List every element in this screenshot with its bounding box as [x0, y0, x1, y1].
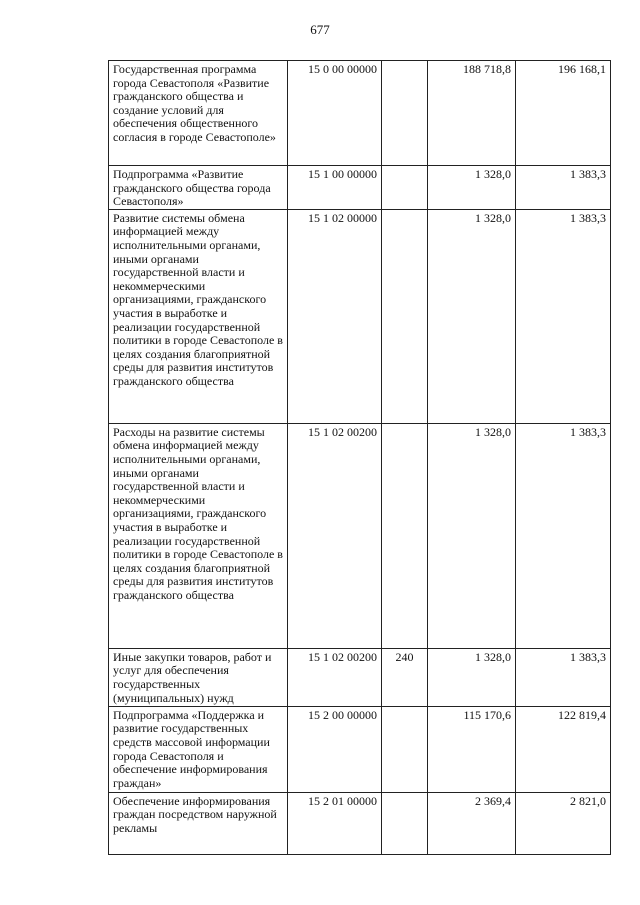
row-year2-amount-cell: 196 168,1	[516, 61, 611, 166]
table-row	[109, 423, 611, 648]
row-year2-amount-cell: 1 383,3	[516, 166, 611, 210]
row-year1-amount-cell: 1 328,0	[428, 648, 516, 706]
row-name-cell: Развитие системы обмена информацией между исполнительными органами, иными органами государственной власти и некоммерческими организациями, гражданского участия в выработке и реализации государственной политики в городе Севастополе в целях создания благоприятной среды для развития институтов гражданского общества	[109, 209, 288, 423]
row-expense-type-cell	[382, 706, 428, 792]
table-row	[109, 706, 611, 792]
row-year2-amount-cell: 1 383,3	[516, 648, 611, 706]
row-expense-type-cell	[382, 792, 428, 854]
table-row	[109, 648, 611, 706]
row-expense-type-cell	[382, 423, 428, 648]
row-year1-amount-cell: 1 328,0	[428, 209, 516, 423]
row-code-cell: 15 2 00 00000	[288, 706, 382, 792]
page-number: 677	[310, 22, 330, 37]
row-year1-amount-cell: 2 369,4	[428, 792, 516, 854]
row-name-cell: Подпрограмма «Развитие гражданского общества города Севастополя»	[109, 166, 288, 210]
table-row	[109, 792, 611, 854]
row-year2-amount-cell: 2 821,0	[516, 792, 611, 854]
row-year1-amount-cell: 115 170,6	[428, 706, 516, 792]
row-code-cell: 15 1 02 00200	[288, 648, 382, 706]
row-code-cell: 15 1 02 00000	[288, 209, 382, 423]
row-year1-amount-cell: 1 328,0	[428, 423, 516, 648]
row-code-cell: 15 2 01 00000	[288, 792, 382, 854]
row-name-cell: Государственная программа города Севастополя «Развитие гражданского общества и создание условий для обеспечения общественного согласия в городе Севастополе»	[109, 61, 288, 166]
budget-table	[108, 60, 611, 855]
table-row	[109, 61, 611, 166]
row-name-cell: Подпрограмма «Поддержка и развитие государственных средств массовой информации города Севастополя и обеспечение информирования граждан»	[109, 706, 288, 792]
row-expense-type-cell	[382, 61, 428, 166]
row-code-cell: 15 1 02 00200	[288, 423, 382, 648]
row-name-cell: Иные закупки товаров, работ и услуг для обеспечения государственных (муниципальных) нужд	[109, 648, 288, 706]
row-year1-amount-cell: 188 718,8	[428, 61, 516, 166]
row-expense-type-cell	[382, 209, 428, 423]
row-name-cell: Обеспечение информирования граждан посредством наружной рекламы	[109, 792, 288, 854]
table-row	[109, 166, 611, 210]
row-year1-amount-cell: 1 328,0	[428, 166, 516, 210]
table-row	[109, 209, 611, 423]
row-year2-amount-cell: 1 383,3	[516, 423, 611, 648]
row-year2-amount-cell: 122 819,4	[516, 706, 611, 792]
row-expense-type-cell	[382, 166, 428, 210]
row-code-cell: 15 0 00 00000	[288, 61, 382, 166]
row-name-cell: Расходы на развитие системы обмена информацией между исполнительными органами, иными органами государственной власти и некоммерческими организациями, гражданского участия в выработке и реализации государственной политики в городе Севастополе в целях создания благоприятной среды для развития институтов гражданского общества	[109, 423, 288, 648]
row-year2-amount-cell: 1 383,3	[516, 209, 611, 423]
row-code-cell: 15 1 00 00000	[288, 166, 382, 210]
row-expense-type-cell: 240	[382, 648, 428, 706]
